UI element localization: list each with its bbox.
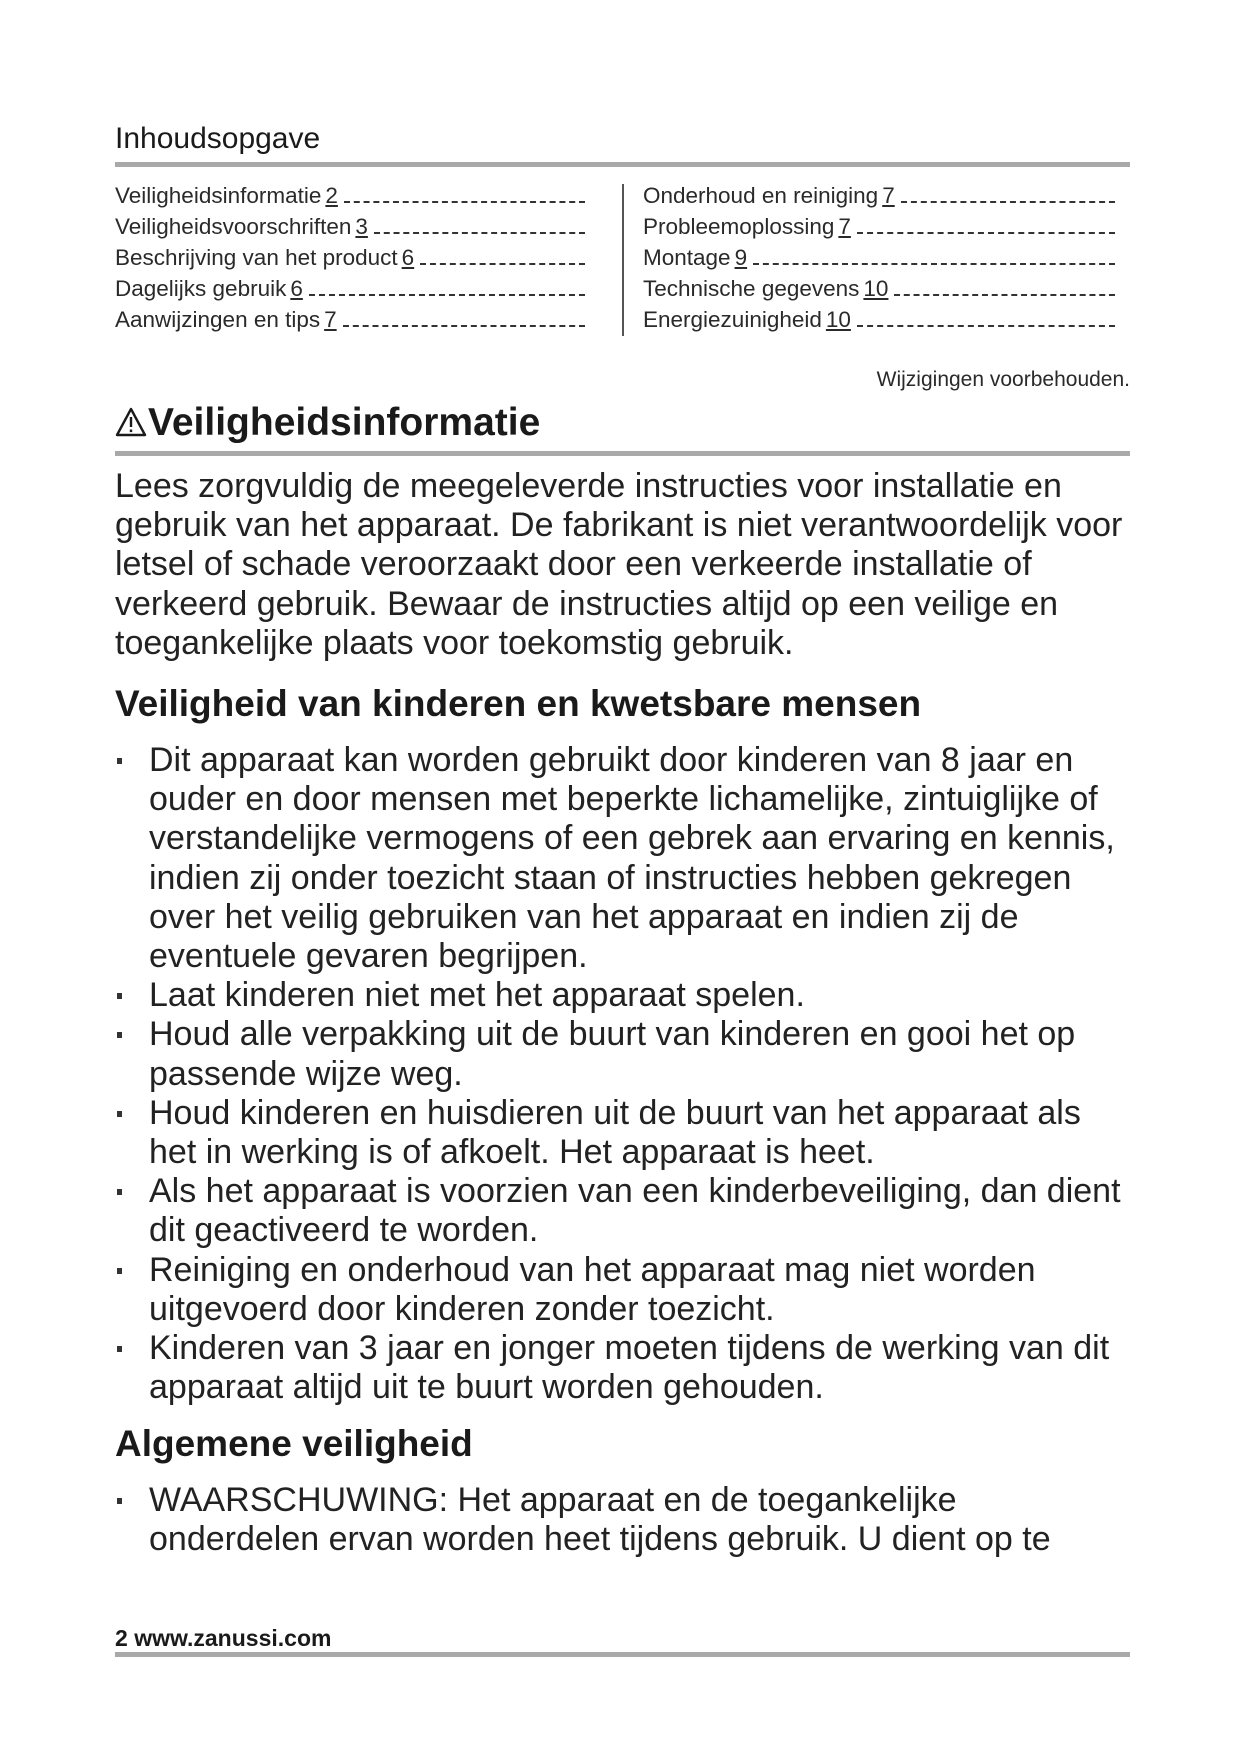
- toc-entry-label: Veiligheidsvoorschriften: [115, 214, 352, 239]
- section-title-rule: [115, 451, 1130, 456]
- toc-entry-page: 7: [882, 183, 895, 208]
- toc-entry[interactable]: [643, 302, 1115, 333]
- toc-entry-label: Probleemoplossing: [643, 214, 835, 239]
- toc-heading: Inhoudsopgave: [115, 122, 321, 155]
- toc-entry[interactable]: [115, 209, 585, 240]
- toc-leader: [894, 294, 1115, 296]
- toc-entry[interactable]: [643, 240, 1115, 271]
- toc-left-column: [115, 178, 585, 333]
- page-number: 2: [115, 1625, 128, 1651]
- toc-entry[interactable]: [115, 302, 585, 333]
- toc-entry-page: 3: [355, 214, 368, 239]
- toc-entry-label: Beschrijving van het product: [115, 245, 398, 270]
- toc-entry-page: 7: [324, 307, 337, 332]
- toc-column-divider: [622, 184, 624, 336]
- list-item: Houd alle verpakking uit de buurt van kinderen en gooi het op passende wijze weg.: [115, 1015, 1135, 1093]
- intro-paragraph: Lees zorgvuldig de meegeleverde instructies voor installatie en gebruik van het apparaat. De fabrikant is niet verantwoordelijk voor letsel of schade veroorzaakt door een verkeerde installatie of verkeerd gebruik. Bewaar de instructies altijd op een veilige en toegankelijke plaats voor toekomstig gebruik.: [115, 467, 1123, 662]
- list-item: Als het apparaat is voorzien van een kinderbeveiliging, dan dient dit geactiveerd te worden.: [115, 1172, 1135, 1250]
- list-item: WAARSCHUWING: Het apparaat en de toegankelijke onderdelen ervan worden heet tijdens gebruik. U dient op te: [115, 1481, 1135, 1559]
- toc-entry-label: Aanwijzingen en tips: [115, 307, 321, 332]
- toc-entry[interactable]: [643, 271, 1115, 302]
- toc-entry[interactable]: [643, 178, 1115, 209]
- list-item: Reiniging en onderhoud van het apparaat mag niet worden uitgevoerd door kinderen zonder toezicht.: [115, 1251, 1135, 1329]
- list-item: Kinderen van 3 jaar en jonger moeten tijdens de werking van dit apparaat altijd uit te buurt worden gehouden.: [115, 1329, 1135, 1407]
- toc-entry-label: Montage: [643, 245, 731, 270]
- children-safety-list: [115, 741, 1135, 1407]
- footer: [115, 1625, 331, 1652]
- toc-entry-label: Dagelijks gebruik: [115, 276, 287, 301]
- general-safety-list: [115, 1481, 1135, 1559]
- children-safety-heading: Veiligheid van kinderen en kwetsbare mensen: [115, 683, 922, 724]
- disclaimer-text: Wijzigingen voorbehouden.: [876, 368, 1130, 391]
- toc-entry-label: Veiligheidsinformatie: [115, 183, 322, 208]
- toc-heading-rule: [115, 162, 1130, 167]
- toc-entry-label: Technische gegevens: [643, 276, 860, 301]
- section-title-text: Veiligheidsinformatie: [148, 401, 541, 444]
- list-item: Houd kinderen en huisdieren uit de buurt van het apparaat als het in werking is of afkoelt. Het apparaat is heet.: [115, 1094, 1135, 1172]
- website-link[interactable]: www.zanussi.com: [134, 1625, 332, 1651]
- toc-leader: [857, 232, 1115, 234]
- toc-entry-page: 10: [863, 276, 889, 301]
- toc-leader: [901, 201, 1115, 203]
- general-safety-heading: Algemene veiligheid: [115, 1423, 473, 1464]
- toc-leader: [344, 201, 585, 203]
- toc-entry[interactable]: [643, 209, 1115, 240]
- footer-rule: [115, 1652, 1130, 1657]
- toc-entry[interactable]: [115, 178, 585, 209]
- toc-entry[interactable]: [115, 271, 585, 302]
- warning-icon: [115, 407, 147, 437]
- toc-leader: [753, 263, 1115, 265]
- toc-leader: [420, 263, 585, 265]
- toc-entry-page: 2: [325, 183, 338, 208]
- toc-right-column: [643, 178, 1115, 333]
- list-item: Laat kinderen niet met het apparaat spelen.: [115, 976, 1135, 1015]
- list-item: Dit apparaat kan worden gebruikt door kinderen van 8 jaar en ouder en door mensen met beperkte lichamelijke, zintuiglijke of verstandelijke vermogens of een gebrek aan ervaring en kennis, indien zij onder toezicht staan of instructies hebben gekregen over het veilig gebruiken van het apparaat en indien zij de eventuele gevaren begrijpen.: [115, 741, 1135, 976]
- toc-entry-page: 7: [838, 214, 851, 239]
- toc-leader: [857, 325, 1115, 327]
- toc-entry-label: Energiezuinigheid: [643, 307, 822, 332]
- toc-leader: [309, 294, 585, 296]
- section-title: [115, 401, 540, 445]
- toc-entry-label: Onderhoud en reiniging: [643, 183, 879, 208]
- toc-entry[interactable]: [115, 240, 585, 271]
- toc-leader: [374, 232, 585, 234]
- toc-entry-page: 9: [734, 245, 748, 270]
- toc-entry-page: 6: [290, 276, 303, 301]
- toc-entry-page: 6: [401, 245, 415, 270]
- toc-entry-page: 10: [825, 307, 851, 332]
- toc-leader: [343, 325, 585, 327]
